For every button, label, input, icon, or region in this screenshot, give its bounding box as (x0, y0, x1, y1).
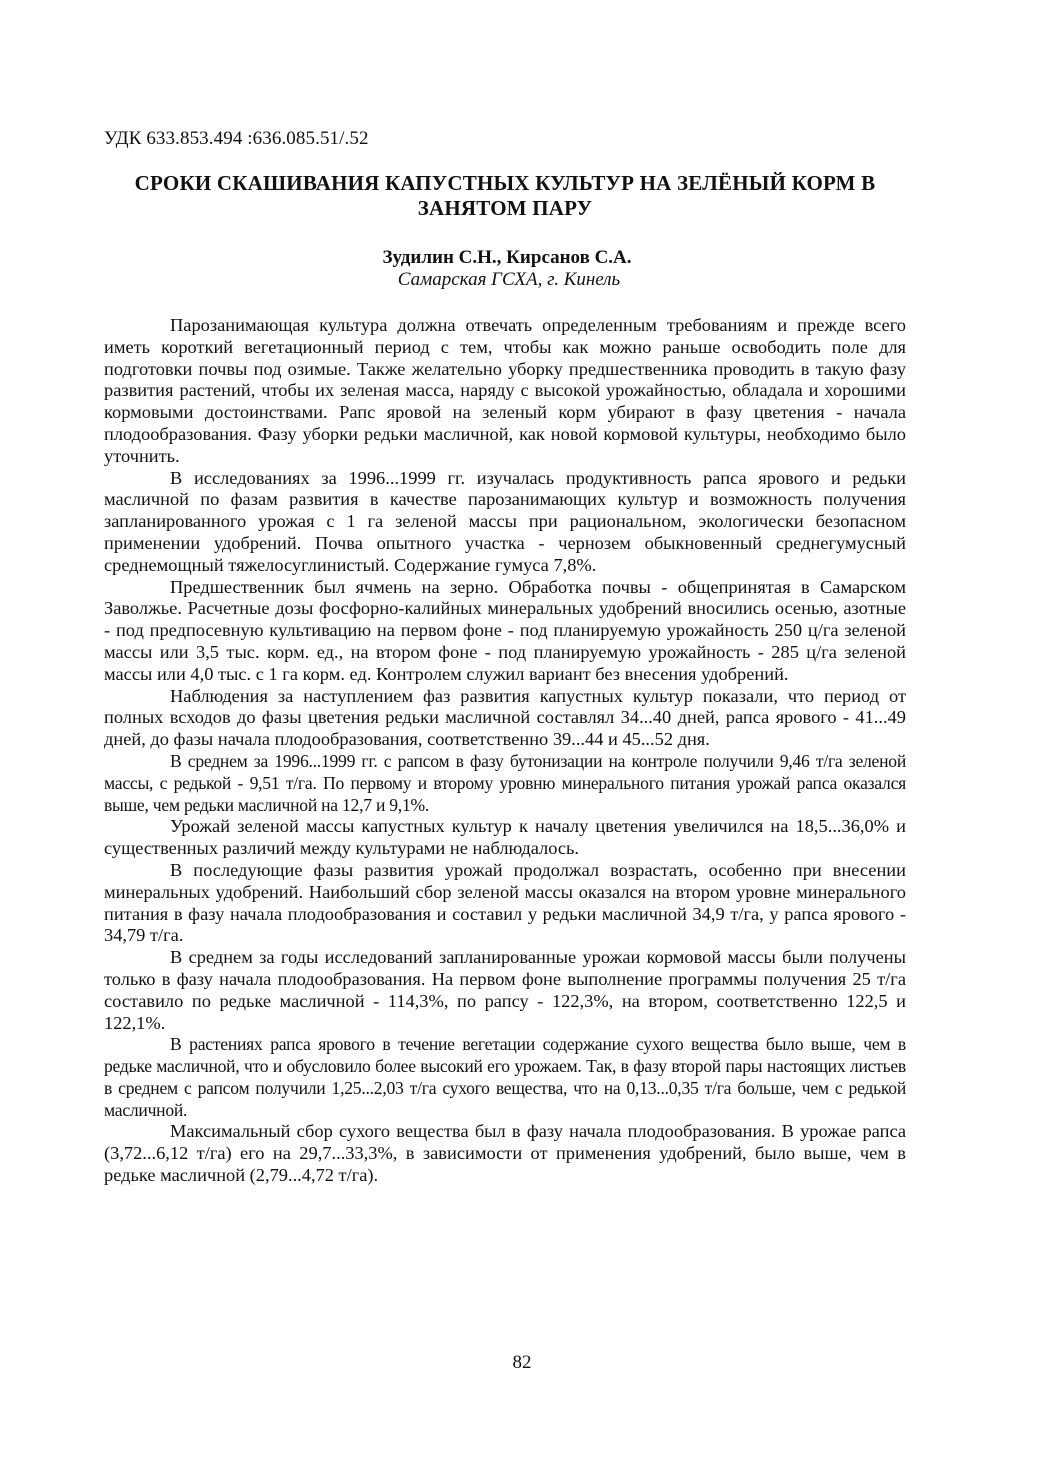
paragraph: Урожай зеленой массы капустных культур к началу цветения увеличился на 18,5...36,0% и существенных различий между культурами не наблюдалось. (104, 816, 906, 859)
paragraph: Наблюдения за наступлением фаз развития капустных культур показали, что период от полных всходов до фазы цветения редьки масличной составлял 34...40 дней, рапса ярового - 41...49 дней, до фазы начала плодообразования, соответственно 39...44 и 45...52 дня. (104, 685, 906, 750)
paragraph: В последующие фазы развития урожай продолжал возрастать, особенно при внесении минеральных удобрений. Наибольший сбор зеленой массы оказался на втором уровне минерального питания в фазу начала плодообразования и составил у редьки масличной 34,9 т/га, у рапса ярового - 34,79 т/га. (104, 859, 906, 946)
paragraph: В среднем за годы исследований запланированные урожаи кормовой массы были получены только в фазу начала плодообразования. На первом фоне выполнение программы получения 25 т/га составило по редьке масличной - 114,3%, по рапсу - 122,3%, на втором, соответственно 122,5 и 122,1%. (104, 947, 906, 1033)
article-title: СРОКИ СКАШИВАНИЯ КАПУСТНЫХ КУЛЬТУР НА ЗЕЛЁНЫЙ КОРМ В ЗАНЯТОМ ПАРУ (134, 171, 876, 220)
paragraph: В исследованиях за 1996...1999 гг. изучалась продуктивность рапса ярового и редьки масличной по фазам развития в качестве парозанимающих культур и возможность получения запланированного урожая с 1 га зеленой массы при рациональном, экологически безопасном применении удобрений. Почва опытного участка - чернозем обыкновенный среднегумусный среднемощный тяжелосуглинистый. Содержание гумуса 7,8%. (104, 467, 906, 575)
udk-code: УДК 633.853.494 :636.085.51/.52 (104, 128, 369, 149)
authors: Зудилин С.Н., Кирсанов С.А. (382, 247, 632, 268)
paragraph: Предшественник был ячмень на зерно. Обработка почвы - общепринятая в Самарском Заволжье. Расчетные дозы фосфорно-калийных минеральных удобрений вносились осенью, азотные - под предпосевную культивацию на первом фоне - под планируемую урожайность 250 ц/га зеленой массы или 3,5 тыс. корм. ед., на втором фоне - под планируемую урожайность - 285 ц/га зеленой массы или 4,0 тыс. с 1 га корм. ед. Контролем служил вариант без внесения удобрений. (104, 576, 906, 684)
page-number: 82 (512, 1352, 532, 1373)
paragraph: Максимальный сбор сухого вещества был в фазу начала плодообразования. В урожае рапса (3,72...6,12 т/га) его на 29,7...33,3%, в зависимости от применения удобрений, было выше, чем в редьке масличной (2,79...4,72 т/га). (104, 1121, 906, 1186)
paragraph: В растениях рапса ярового в течение вегетации содержание сухого вещества было выше, чем в редьке масличной, что и обусловило более высокий его урожаем. Так, в фазу второй пары настоящих листьев в среднем с рапсом получили 1,25...2,03 т/га сухого вещества, что на 0,13...0,35 т/га больше, чем с редькой масличной. (104, 1034, 906, 1120)
affiliation: Самарская ГСХА, г. Кинель (397, 269, 621, 290)
paragraph: В среднем за 1996...1999 гг. с рапсом в фазу бутонизации на контроле получили 9,46 т/га зеленой массы, с редькой - 9,51 т/га. По первому и второму уровню минерального питания урожай рапса оказался выше, чем редьки масличной на 12,7 и 9,1%. (104, 750, 906, 815)
article (104, 128, 906, 1187)
paragraph: Парозанимающая культура должна отвечать определенным требованиям и прежде всего иметь короткий вегетационный период с тем, чтобы как можно раньше освободить поле для подготовки почвы под озимые. Также желательно уборку предшественника проводить в такую фазу развития растений, чтобы их зеленая масса, наряду с высокой урожайностью, обладала и хорошими кормовыми достоинствами. Рапс яровой на зеленый корм убирают в фазу цветения - начала плодообразования. Фазу уборки редьки масличной, как новой кормовой культуры, необходимо было уточнить. (104, 315, 906, 466)
